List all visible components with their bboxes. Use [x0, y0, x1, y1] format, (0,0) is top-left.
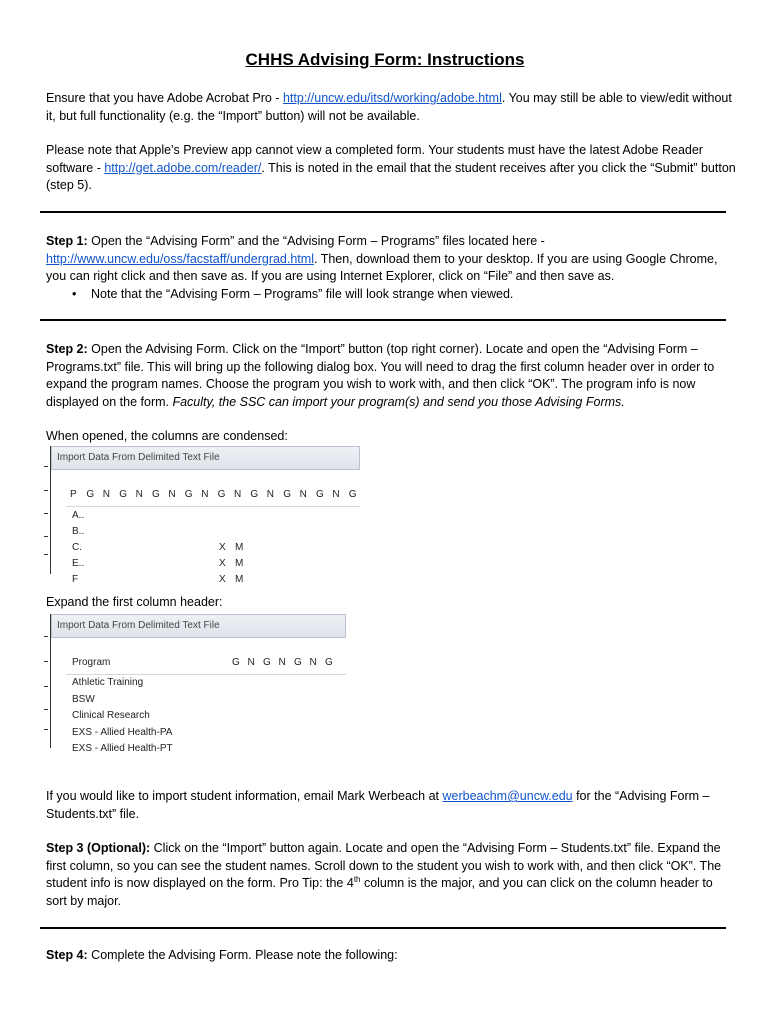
column-header-cell[interactable]: N [102, 489, 111, 500]
section-divider [40, 927, 726, 929]
column-header-cell[interactable]: G [86, 489, 95, 500]
step3-superscript: th [353, 874, 361, 884]
column-header-cell[interactable]: G [325, 657, 333, 668]
column-header-cell[interactable]: G [348, 489, 357, 500]
intro-preview-text-end: . This is noted in the email that the student receives after you click the “Submit” button (step 5). [46, 160, 736, 192]
program-cell: B.. [72, 526, 85, 537]
list-item[interactable] [72, 556, 352, 572]
step2-paragraph [46, 341, 736, 411]
step3-text: Click on the “Import” button again. Locate and open the “Advising Form – Students.txt” file. Expand the first column, so you can see the student names. Scroll down to the student you wish to work with, and then click “OK”. The student info is now displayed on the form. Pro Tip: the 4 [46, 841, 722, 890]
step4-text: Complete the Advising Form. Please note the following: [87, 948, 398, 962]
column-header-cell[interactable]: N [278, 657, 286, 668]
intro-acrobat-text: Ensure that you have Adobe Acrobat Pro - [46, 91, 283, 105]
column-header-cell[interactable]: N [332, 489, 340, 500]
list-item[interactable] [72, 524, 352, 540]
column-header-cell[interactable]: G [217, 489, 226, 500]
step3-label: Step 3 (Optional): [46, 841, 151, 855]
step3-paragraph [46, 840, 736, 910]
section-divider [40, 211, 726, 213]
column-header-cell[interactable]: G [232, 657, 240, 668]
column-header-cell[interactable]: N [266, 489, 275, 500]
column-header-cell[interactable]: G [250, 489, 259, 500]
column-header-cell[interactable]: G [316, 489, 324, 500]
program-cell: F [72, 574, 79, 585]
intro-preview-paragraph [46, 142, 736, 195]
dialog-titlebar: Import Data From Delimited Text File [51, 614, 346, 638]
column-header-cell[interactable]: N [234, 489, 242, 500]
students-note-text-end: for the “Advising Form – Students.txt” file. [46, 789, 710, 821]
step2-italic-note: Faculty, the SSC can import your program(s) and send you those Advising Forms. [172, 394, 625, 409]
intro-acrobat-text-end: . You may still be able to view/edit without it, but full functionality (e.g. the “Import” button) will not be available. [46, 91, 732, 123]
step1-text: Open the “Advising Form” and the “Advising Form – Programs” files located here - [87, 234, 545, 248]
step2-label: Step 2: [46, 342, 88, 356]
step1-label: Step 1: [46, 234, 88, 248]
column-header-cell[interactable]: G [119, 489, 127, 500]
program-cell: E.. [72, 558, 85, 569]
list-item[interactable] [72, 508, 352, 524]
column-header-cell[interactable]: N [299, 489, 307, 500]
expanded-column-screenshot [44, 614, 346, 754]
intro-preview-text: Please note that Apple's Preview app cannot view a completed form. Your students must have the latest Adobe Reader software - [46, 143, 703, 175]
column-header-cell[interactable]: G [263, 657, 271, 668]
column-header-cell[interactable]: G [152, 489, 160, 500]
value-cell: M [235, 558, 244, 569]
program-column-header[interactable]: Program [72, 657, 111, 668]
column-header-cell[interactable]: P [70, 489, 77, 500]
value-cell: X [219, 542, 226, 553]
step1-bullet-note: Note that the “Advising Form – Programs” file will look strange when viewed. [91, 287, 514, 301]
column-header-cell[interactable]: N [309, 657, 317, 668]
email-link[interactable]: werbeachm@uncw.edu [442, 789, 573, 803]
column-header-cell[interactable]: N [135, 489, 143, 500]
adobe-reader-link[interactable]: http://get.adobe.com/reader/ [104, 160, 262, 175]
list-item[interactable]: BSW [72, 693, 95, 705]
column-header-cell[interactable]: G [294, 657, 302, 668]
column-header-row[interactable] [66, 486, 356, 504]
column-header-cell[interactable]: N [168, 489, 176, 500]
step3-text-end: column is the major, and you can click on the column header to sort by major. [46, 876, 713, 908]
adobe-acrobat-link[interactable]: http://uncw.edu/itsd/working/adobe.html [282, 91, 502, 105]
value-cell: M [235, 574, 244, 585]
list-item[interactable]: Clinical Research [72, 710, 150, 721]
list-item[interactable] [72, 572, 352, 588]
column-header-cell[interactable]: N [201, 489, 209, 500]
value-cell: X [219, 558, 226, 569]
step4-paragraph [46, 947, 736, 965]
list-item[interactable]: EXS - Allied Health-PT [72, 743, 173, 754]
column-header-cell[interactable]: G [283, 489, 291, 500]
program-cell: A.. [72, 510, 85, 521]
screenshot-edge [44, 614, 48, 748]
list-item[interactable]: EXS - Allied Health-PA [72, 726, 173, 738]
step1-text-end: . Then, download them to your desktop. If you are using Google Chrome, you can right click and then save as. If you are using Internet Explorer, click on “File” and then save as. [46, 251, 718, 283]
list-item[interactable] [72, 540, 352, 556]
column-header-cell[interactable]: G [184, 489, 193, 500]
expand-caption: Expand the first column header: [46, 595, 223, 609]
step4-label: Step 4: [46, 948, 88, 962]
intro-acrobat-paragraph [46, 90, 736, 125]
step2-text: Open the Advising Form. Click on the “Import” button (top right corner). Locate and open the “Advising Form – Programs.txt” file. This will bring up the following dialog box. You will need to drag the first column header over in order to expand the program names. Choose the program you wish to work with, and then click “OK”. The program info is now displayed on the form. [46, 342, 715, 409]
value-cell: X [219, 574, 226, 585]
page-title: CHHS Advising Form: Instructions [245, 50, 525, 69]
step1-paragraph [46, 233, 736, 286]
value-cell: M [235, 542, 244, 553]
undergrad-files-link[interactable]: http://www.uncw.edu/oss/facstaff/undergrad.html [46, 251, 314, 266]
column-header-row[interactable] [66, 654, 342, 672]
condensed-columns-screenshot [44, 446, 360, 585]
section-divider [40, 319, 726, 321]
condensed-caption: When opened, the columns are condensed: [46, 429, 288, 443]
list-item[interactable]: Athletic Training [72, 677, 144, 688]
program-cell: C. [72, 542, 82, 553]
bullet-icon: • [72, 287, 77, 301]
students-note-text: If you would like to import student information, email Mark Werbeach at [46, 789, 443, 803]
column-header-cell[interactable]: N [247, 657, 255, 668]
dialog-titlebar: Import Data From Delimited Text File [51, 446, 360, 470]
screenshot-edge [44, 446, 48, 574]
students-note-paragraph [46, 788, 736, 823]
